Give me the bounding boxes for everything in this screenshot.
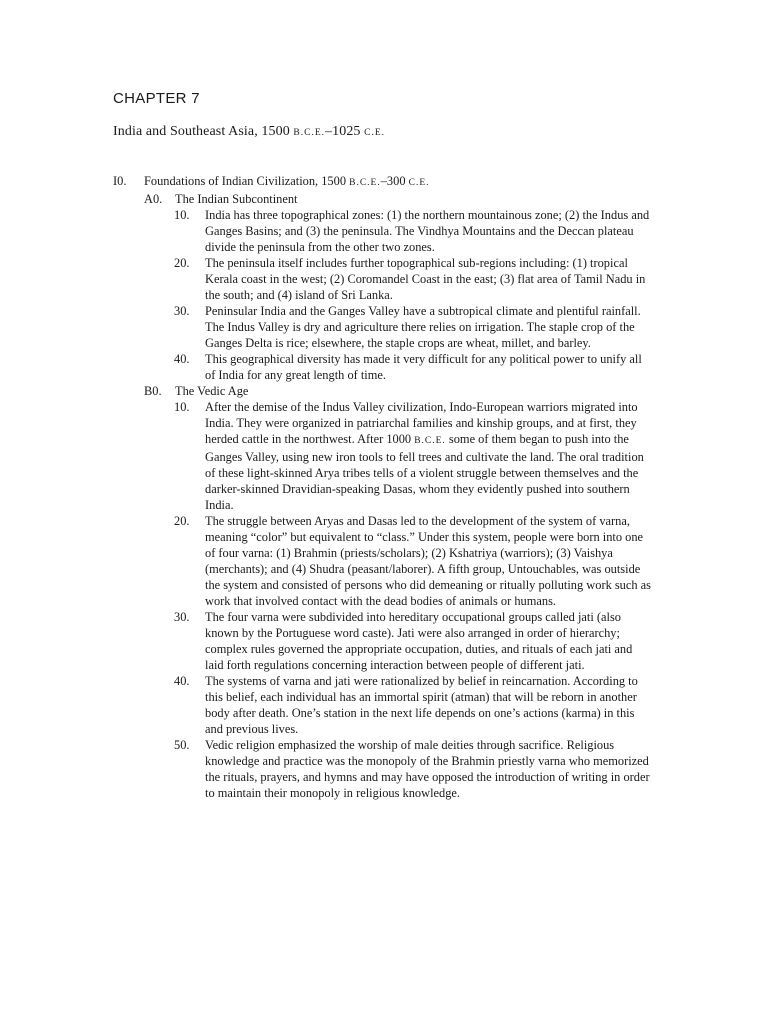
list-item xyxy=(113,303,673,351)
item-text: The struggle between Aryas and Dasas led to the development of the system of varna, meaning “color” but equivalent to “class.” Under this system, people were born into one of four varna: (1) Brahmin (priests/scholars); (2) Kshatriya (warriors); (3) Vaishya (merchants); and (4) Shudra (peasant/laborer). A fifth group, Untouchables, was outside the system and consisted of persons who did demeaning or ritually polluting work such as work that involved contact with the dead bodies of animals or humans. xyxy=(205,514,651,608)
era-label: C.E. xyxy=(364,128,386,138)
era-label: B.C.E. xyxy=(349,178,381,188)
section-heading xyxy=(113,173,673,191)
item-number: 40. xyxy=(174,352,190,366)
item-text: India has three topographical zones: (1) the northern mountainous zone; (2) the Indus and Ganges Basins; and (3) the peninsula. The Vindhya Mountains and the Deccan plateau divide the peninsula from the other two zones. xyxy=(205,208,650,254)
item-number: 40. xyxy=(174,674,190,688)
list-item xyxy=(113,513,673,609)
chapter-heading: CHAPTER 7 xyxy=(113,90,200,107)
list-item xyxy=(113,673,673,737)
item-number: 10. xyxy=(174,208,190,222)
item-number: 20. xyxy=(174,514,190,528)
item-number: 30. xyxy=(174,610,190,624)
list-item xyxy=(113,255,673,303)
list-item xyxy=(113,737,673,801)
era-label: B.C.E. xyxy=(414,436,446,446)
section-number: I0. xyxy=(113,174,127,188)
item-text: The systems of varna and jati were rationalized by belief in reincarnation. According to this belief, each individual has an immortal spirit (atman) that will be reborn in another body after death. One’s station in the next life depends on one’s actions (karma) in this and previous lives. xyxy=(205,674,638,736)
subtitle-text: –1025 xyxy=(325,124,365,139)
subsection-heading xyxy=(113,191,673,207)
subsection-title: The Vedic Age xyxy=(175,384,249,398)
era-label: B.C.E. xyxy=(293,128,326,138)
item-number: 10. xyxy=(174,400,190,414)
item-number: 50. xyxy=(174,738,190,752)
subsection-heading xyxy=(113,383,673,399)
item-text: Peninsular India and the Ganges Valley have a subtropical climate and plentiful rainfall. The Indus Valley is dry and agriculture there relies on irrigation. The staple crop of the Ganges Delta is rice; elsewhere, the staple crops are wheat, millet, and barley. xyxy=(205,304,641,350)
item-text: Vedic religion emphasized the worship of male deities through sacrifice. Religious knowledge and practice was the monopoly of the Brahmin priestly varna who memorized the rituals, prayers, and hymns and may have opposed the introduction of writing in order to maintain their monopoly in religious knowledge. xyxy=(205,738,650,800)
item-text: The four varna were subdivided into hereditary occupational groups called jati (also known by the Portuguese word caste). Jati were also arranged in order of hierarchy; complex rules governed the appropriate occupation, duties, and rituals of each jati and laid forth regulations concerning interaction between people of different jati. xyxy=(205,610,633,672)
item-text: After the demise of the Indus Valley civilization, Indo-European warriors migrated into India. They were organized in patriarchal families and kinship groups, and at first, they herded cattle in the northwest. After 1000 B.C.E. some of them began to push into the Ganges Valley, using new iron tools to fell trees and cultivate the land. The oral tradition of these light-skinned Arya tribes tells of a violent struggle between themselves and the darker-skinned Dravidian-speaking Dasas, whom they evidently pushed into southern India. xyxy=(205,400,644,512)
subsection-number: A0. xyxy=(144,192,163,206)
list-item xyxy=(113,609,673,673)
section-title: Foundations of Indian Civilization, 1500 B.C.E.–300 C.E. xyxy=(144,174,430,188)
list-item xyxy=(113,207,673,255)
outline xyxy=(113,173,673,801)
list-item xyxy=(113,399,673,513)
item-number: 30. xyxy=(174,304,190,318)
item-text: The peninsula itself includes further topographical sub-regions including: (1) tropical Kerala coast in the west; (2) Coromandel Coast in the east; (3) flat area of Tamil Nadu in the south; and (4) island of Sri Lanka. xyxy=(205,256,646,302)
subsection-number: B0. xyxy=(144,384,162,398)
item-text: This geographical diversity has made it very difficult for any political power to unify all of India for any great length of time. xyxy=(205,352,642,382)
subtitle-text: India and Southeast Asia, 1500 xyxy=(113,124,294,139)
era-label: C.E. xyxy=(408,178,430,188)
item-number: 20. xyxy=(174,256,190,270)
chapter-subtitle xyxy=(113,124,385,140)
list-item xyxy=(113,351,673,383)
subsection-title: The Indian Subcontinent xyxy=(175,192,298,206)
